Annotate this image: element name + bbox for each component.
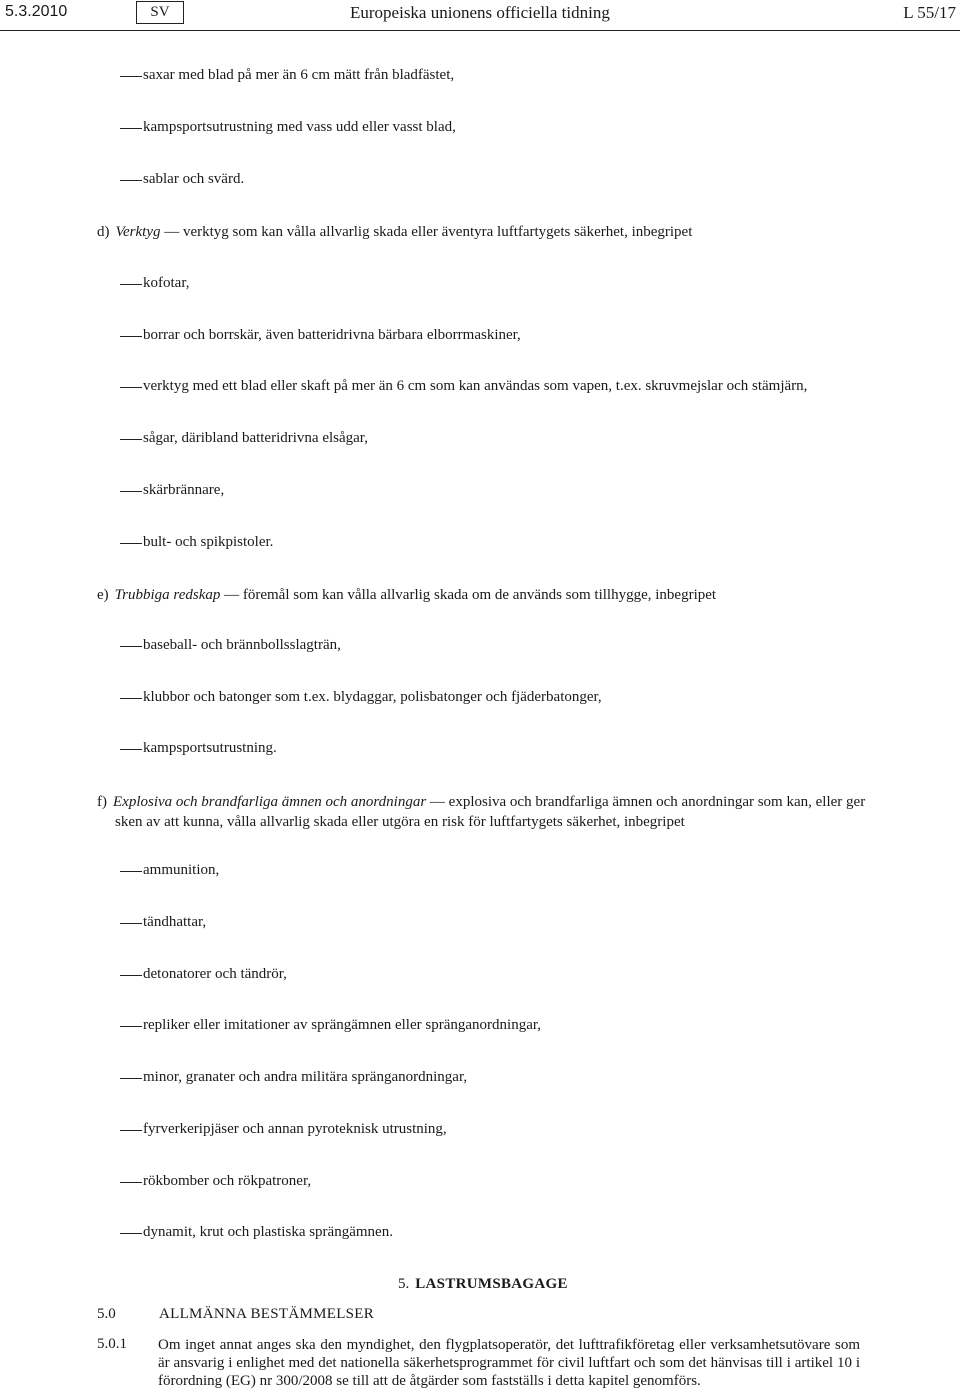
- paragraph-title: Trubbiga redskap: [114, 587, 221, 603]
- journal-header: [0, 0, 960, 31]
- dash-icon: [120, 698, 142, 699]
- dash-icon: [120, 76, 142, 77]
- subsection-title: ALLMÄNNA BESTÄMMELSER: [159, 1306, 375, 1322]
- dash-icon: [120, 1026, 142, 1027]
- paragraph-marker: d): [97, 224, 110, 240]
- dash-icon: [120, 975, 142, 976]
- section-title: LASTRUMSBAGAGE: [415, 1276, 568, 1292]
- dash-icon: [120, 491, 142, 492]
- dash-icon: [120, 1130, 142, 1131]
- clause-number: 5.0.1: [97, 1336, 127, 1352]
- dash-icon: [120, 749, 142, 750]
- dash-icon: [120, 1182, 142, 1183]
- dash-icon: [120, 543, 142, 544]
- dash-icon: [120, 180, 142, 181]
- dash-icon: [120, 336, 142, 337]
- dash-icon: [120, 1233, 142, 1234]
- paragraph-d: [97, 222, 867, 242]
- dash-icon: [120, 923, 142, 924]
- paragraph-marker: e): [97, 587, 109, 603]
- dash-icon: [120, 1078, 142, 1079]
- subsection-heading: [97, 1306, 374, 1323]
- paragraph-e: [97, 585, 867, 605]
- paragraph-title: Explosiva och brandfarliga ämnen och anordningar: [113, 794, 427, 810]
- dash-icon: [120, 439, 142, 440]
- clause-text: Om inget annat anges ska den myndighet, den flygplatsoperatör, det lufttrafikföretag eller verksamhetsutövare som är ansvarig i enlighet med det nationella säkerhetsprogrammet för civil luftfart och som det hänvisas till i artikel 10 i förordning (EG) nr 300/2008 se till att de åtgärder som fastställs i detta kapitel genomförs.: [158, 1337, 860, 1389]
- language-badge: SV: [136, 1, 184, 24]
- paragraph-marker: f): [97, 794, 107, 810]
- paragraph-text: — föremål som kan vålla allvarlig skada om de används som tillhygge, inbegripet: [220, 587, 717, 603]
- publication-date: 5.3.2010: [5, 3, 68, 20]
- dash-icon: [120, 128, 142, 129]
- page-reference: L 55/17: [903, 3, 956, 22]
- section-heading: [398, 1276, 568, 1293]
- paragraph-text: — verktyg som kan vålla allvarlig skada eller äventyra luftfartygets säkerhet, inbegripet: [160, 224, 693, 240]
- dash-icon: [120, 284, 142, 285]
- paragraph-text: — explosiva och brandfarliga ämnen och anordningar som kan, eller ger sken av att kunna, vålla allvarlig skada eller utgöra en risk för luftfartygets säkerhet, inbegripet: [115, 794, 866, 830]
- dash-icon: [120, 387, 142, 388]
- journal-title: Europeiska unionens officiella tidning: [350, 3, 610, 22]
- paragraph-f: [97, 792, 867, 832]
- subsection-number: 5.0: [97, 1306, 116, 1322]
- dash-icon: [120, 646, 142, 647]
- paragraph-title: Verktyg: [115, 224, 161, 240]
- section-number: 5.: [398, 1276, 410, 1292]
- dash-icon: [120, 871, 142, 872]
